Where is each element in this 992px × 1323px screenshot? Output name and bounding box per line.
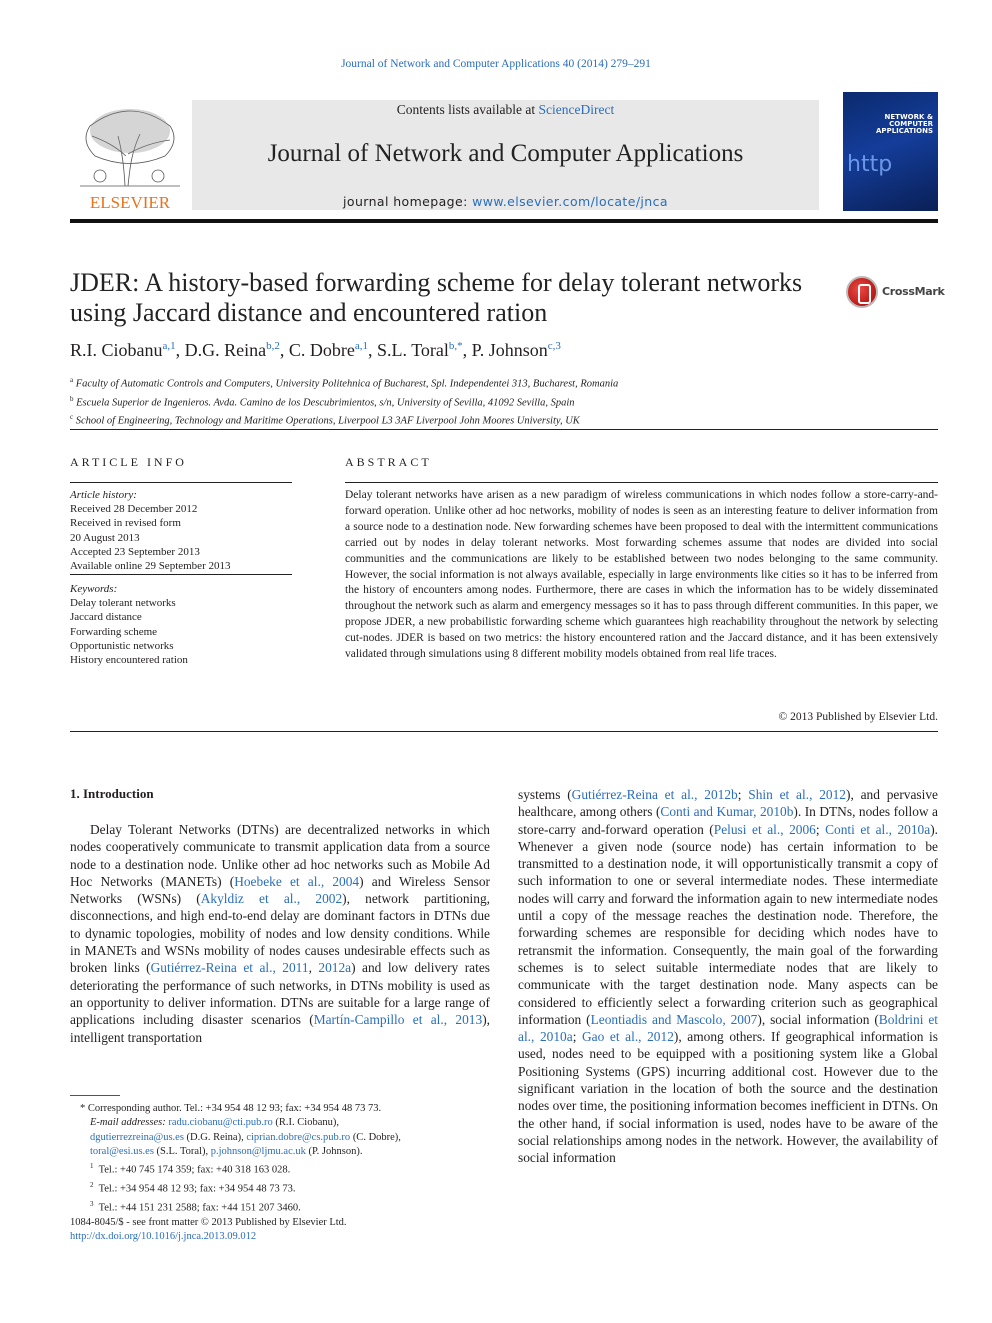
body-text: ), intelligent transportation [70, 1012, 490, 1045]
homepage-link[interactable]: www.elsevier.com/locate/jnca [472, 194, 668, 209]
intro-right-column [518, 786, 938, 1167]
author-affil-link[interactable]: b,* [448, 340, 463, 352]
citation-link[interactable]: Conti and Kumar, 2010b [660, 804, 794, 820]
issn-line: 1084-8045/$ - see front matter © 2013 Published by Elsevier Ltd. [70, 1217, 347, 1228]
citation-link[interactable]: Martín-Campillo et al., 2013 [313, 1012, 483, 1028]
affiliation-item: $^a$ Faculty of Automatic Controls and Computers, University Politehnica of Bucharest, Spl. Independentei 313, Bucharest, Romania [70, 376, 619, 390]
author-affil-link[interactable]: a,1 [354, 340, 369, 352]
citation-link[interactable]: 2012a [318, 960, 352, 976]
email-link[interactable]: toral@esi.us.es [90, 1145, 154, 1157]
affiliation-item: $^b$ Escuela Superior de Ingenieros. Avda. Camino de los Descubrimientos, s/n, University of Sevilla, 41092 Sevilla, Spain [70, 394, 575, 408]
body-text: ). In DTNs, nodes follow a store-carry and-forward operation ( [518, 804, 938, 837]
affiliation-item: $^c$ School of Engineering, Technology and Maritime Operations, Liverpool L3 3AF Liverpool John Moores University, UK [70, 413, 580, 427]
article-title: JDER: A history-based forwarding scheme for delay tolerant networks using Jaccard distance and encountered ration [70, 268, 803, 327]
email-link[interactable]: dgutierrezreina@us.es [90, 1131, 184, 1143]
crossmark-label: CrossMark [882, 285, 945, 298]
footnote-divider [70, 1095, 120, 1096]
section-heading: 1. Introduction [70, 786, 154, 801]
body-text: ), social information ( [757, 1011, 879, 1027]
history-item: 20 August 2013 [70, 531, 140, 544]
author-list: R.I. Ciobanu$^{a,1}$, D.G. Reina$^{b,2}$, C. Dobre$^{a,1}$, S.L. Toral$^{b,*}$, P. Johnson$^{c,3}$ [70, 340, 561, 360]
citation-link[interactable]: Gutiérrez-Reina et al., 2011 [150, 960, 309, 976]
journal-title: Journal of Network and Computer Applications [267, 140, 744, 167]
affiliations [70, 373, 618, 429]
citation-link[interactable]: Shin et al., 2012 [748, 787, 846, 802]
header-divider [70, 219, 938, 223]
footnote-item: $^2$ Tel.: +34 954 48 12 93; fax: +34 954 48 73 73. [90, 1180, 296, 1195]
email-link[interactable]: ciprian.dobre@cs.pub.ro [246, 1131, 351, 1143]
article-history: Article history: Received 28 December 2012 Received in revised form 20 August 2013 Accepted 23 September 2013 Available online 29 September 2013 [70, 488, 292, 573]
journal-cover-image [843, 92, 938, 211]
citation-link[interactable]: Hoebeke et al., 2004 [234, 873, 360, 889]
body-text: systems ( [518, 787, 572, 802]
contents-line: Contents lists available at ScienceDirect [396, 102, 615, 117]
journal-reference[interactable]: Journal of Network and Computer Applications 40 (2014) 279–291 [341, 58, 651, 70]
body-text: ; [737, 787, 749, 802]
keyword-item: Jaccard distance [70, 611, 142, 624]
keywords: Keywords: Delay tolerant networks Jaccard distance Forwarding scheme Opportunistic networks History encountered ration [70, 582, 292, 667]
citation-link[interactable]: Gao et al., 2012 [582, 1029, 674, 1045]
body-text: ). Whenever a given node (source node) has certain information to be transmitted to a destination node, it will opportunistically transmit a copy of such information to one or several intermediate nodes. These intermediate nodes will carry and forward the information again to new intermediate nodes until a copy of the message reaches the destination node. Therefore, the forwarding schemes are responsible for deciding which nodes have to retransmit the information. Consequently, the main goal of the forwarding schemes is to select suitable intermediate nodes that are likely to communicate with the target destination node. Many aspects can be considered to efficiently select a forwarding criterion such as geographical information ( [518, 821, 938, 1027]
divider [70, 574, 292, 575]
abstract-text: Delay tolerant networks have arisen as a new paradigm of wireless communications in which nodes follow a store-carry-and-forward operation. Unlike other ad hoc networks, mobility of nodes is seen as an interesting feature to deliver information from a source node to a destination node. New forwarding schemes have been proposed to deal with the intermittent communications carried out by nodes in delay tolerant networks. Most forwarding schemes assume that nodes are divided into social communities and the communications are likely to be established between two nodes belonging to the same community. However, the social information is not always available, especially in large environments like cities so it has to be inferred from the history of encounters among nodes. Furthermore, there are cases in which the information has to be widely disseminated throughout the network such as alarm and emergency messages so it has to pass through different communities. In this paper, we propose JDER, a new probabilistic forwarding scheme which guarantees high reachability throughout the network by selecting cut-nodes. JDER is based on two metrics: the history encountered ration and the Jaccard distance, and it has been extensively validated through simulations using 8 different mobility models obtained from real life traces. [345, 489, 938, 661]
article-info-heading: ARTICLE INFO [70, 455, 187, 469]
history-item: Received 28 December 2012 [70, 503, 198, 516]
intro-left-column [70, 821, 490, 1046]
citation-link[interactable]: Boldrini et al., 2010a [518, 1011, 938, 1045]
email-link[interactable]: p.johnson@ljmu.ac.uk [210, 1145, 306, 1157]
divider [70, 482, 292, 483]
history-item: Available online 29 September 2013 [70, 560, 231, 573]
citation-link[interactable]: Leontiadis and Mascolo, 2007 [590, 1011, 758, 1027]
crossmark-icon [846, 276, 878, 308]
body-text: ; [572, 1029, 582, 1045]
body-text: ), network partitioning, disconnections, and high end-to-end delay are dominant factors in DTNs due to dynamic topologies, mobility of nodes and low density conditions. While in MANETs and WSNs mobility of nodes causes undesirable effects such as broken links ( [70, 891, 490, 976]
author-affil-link[interactable]: c,3 [547, 340, 561, 352]
abstract-heading: ABSTRACT [345, 455, 432, 469]
divider [70, 731, 938, 732]
footnotes [70, 1102, 490, 1216]
sciencedirect-link[interactable]: ScienceDirect [538, 102, 615, 117]
keyword-item: History encountered ration [70, 654, 188, 667]
history-item: Accepted 23 September 2013 [70, 545, 200, 558]
body-text: ) and low delivery rates deteriorating the performance of such networks, in DTNs mobility is used as an opportunity to deliver information. DTNs are suitable for a large range of applications including disaster scenarios ( [70, 960, 490, 1028]
citation-link[interactable]: Conti et al., 2010a [825, 821, 931, 837]
cover-http-text: http [847, 152, 893, 177]
body-text: ; [815, 821, 826, 837]
body-text: ) and Wireless Sensor Networks (WSNs) ( [70, 873, 491, 907]
elsevier-tree-icon [70, 96, 190, 211]
divider [345, 482, 938, 483]
journal-banner [192, 100, 819, 210]
email-link[interactable]: radu.ciobanu@cti.pub.ro [168, 1117, 273, 1129]
citation-link[interactable]: Gutiérrez-Reina et al., 2012b [571, 787, 738, 802]
author-name: S.L. Toral [377, 340, 449, 360]
body-text: ), among others. If geographical information is used, nodes need to be equipped with a positioning system like a Global Positioning Systems (GPS) incurring additional cost. However due to the significant variation in the location of both the source and the destination nodes over time, the positioning information becomes inefficient in DTNs. On the other hand, if social information is used, nodes have to be aware of the social relationships among nodes in the network. However, the availability of social information [518, 1029, 938, 1166]
doi-link[interactable]: http://dx.doi.org/10.1016/j.jnca.2013.09.012 [70, 1231, 257, 1243]
citation-link[interactable]: Akyldiz et al., 2002 [200, 891, 343, 907]
keyword-item: Forwarding scheme [70, 625, 158, 638]
corresponding-author-note: * Corresponding author. Tel.: +34 954 48 12 93; fax: +34 954 48 73 73. [80, 1103, 382, 1114]
publication-info [70, 1216, 347, 1245]
author-name: R.I. Ciobanu [70, 340, 163, 360]
body-text: Delay Tolerant Networks (DTNs) are decentralized networks in which nodes cooperatively communicate to transmit application data from a source node to a destination node. Unlike other ad hoc networks such as Mobile Ad Hoc Networks (MANETs) ( [70, 822, 490, 889]
cover-title: NETWORK & COMPUTER APPLICATIONS [876, 113, 933, 135]
body-text: , [308, 960, 319, 976]
citation-link[interactable]: Pelusi et al., 2006 [713, 821, 816, 837]
footnote-item: $^1$ Tel.: +40 745 174 359; fax: +40 318 163 028. [90, 1162, 291, 1176]
author-affil-link[interactable]: b,2 [266, 340, 280, 352]
divider [70, 429, 938, 430]
copyright-line: © 2013 Published by Elsevier Ltd. [778, 711, 938, 723]
email-addresses: E-mail addresses: radu.ciobanu@cti.pub.ro (R.I. Ciobanu), dgutierrezreina@us.es (D.G. Reina), ciprian.dobre@cs.pub.ro (C. Dobre), toral@esi.us.es (S.L. Toral), p.johnson@ljmu.ac.uk (P. Johnson). [90, 1117, 401, 1157]
author-name: P. Johnson [471, 340, 548, 360]
author-affil-link[interactable]: a,1 [162, 340, 176, 352]
keyword-item: Opportunistic networks [70, 639, 174, 652]
body-text: ), and pervasive healthcare, among others ( [518, 787, 938, 820]
elsevier-logo [70, 96, 190, 211]
author-name: D.G. Reina [184, 340, 267, 360]
publisher-wordmark: ELSEVIER [89, 193, 171, 211]
crossmark-badge[interactable] [846, 276, 945, 310]
keyword-item: Delay tolerant networks [70, 597, 176, 610]
homepage-line: journal homepage: www.elsevier.com/locate/jnca [343, 194, 668, 209]
history-item: Received in revised form [70, 517, 181, 530]
footnote-item: $^3$ Tel.: +44 151 231 2588; fax: +44 151 207 3460. [90, 1199, 301, 1214]
author-name: C. Dobre [288, 340, 355, 360]
